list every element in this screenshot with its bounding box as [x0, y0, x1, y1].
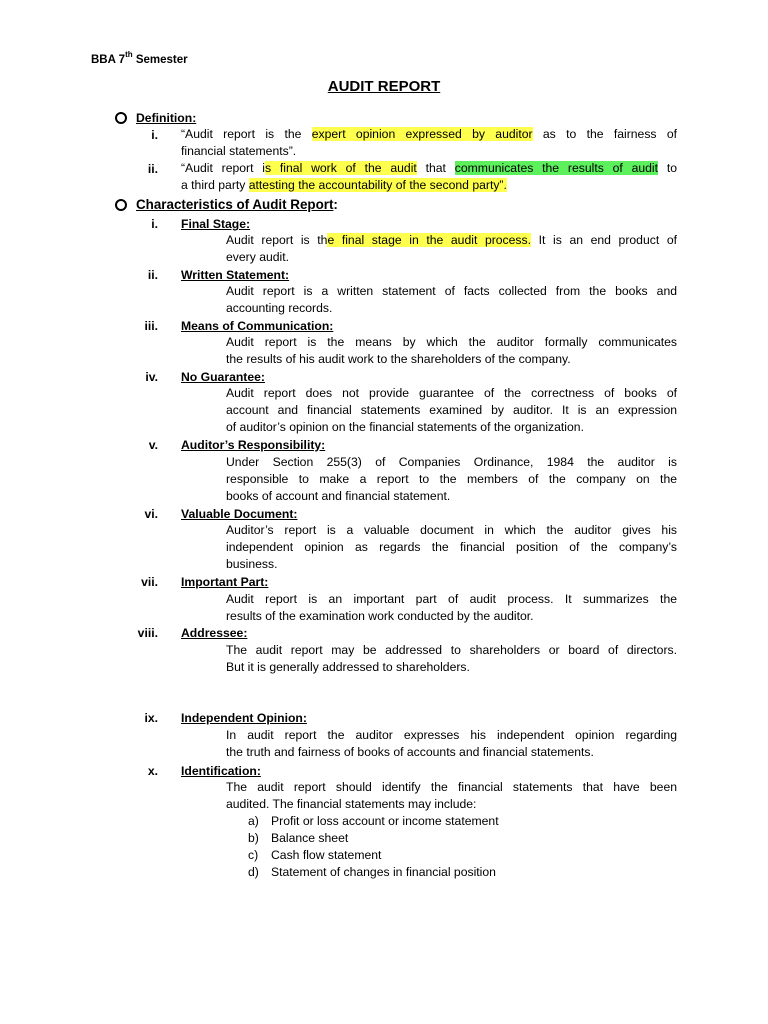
item-heading: Important Part: [181, 575, 269, 589]
item-heading: Identification: [181, 764, 261, 778]
item-body: Audit report is an important part of audit process. It summarizes the results of the examination work conducted by the auditor. [226, 592, 677, 623]
item-num: vi. [144, 507, 158, 521]
page-title: AUDIT REPORT [327, 78, 441, 95]
item-num: iv. [145, 370, 158, 384]
document-page: BBA 7th Semester AUDIT REPORT Definition: i. “Audit report is the expert opinion expressed by auditor as to the fairness of financial statements”. ii. “Audit report is final work of the audit that communicates the results of audit to a third party attesting the accountability of the second party”. Characteristics of Audit Report: i. Final Stage: Audit report is the final stage in the audit process. It is an end product of every audit. ii. Written Statement: Audit report is a written statement of facts collected from the books and accounting records. iii. Means of Communication: Audit report is the means by which the auditor formally communicates the results of his audit work to the shareholders of the company. iv. No Guarantee: Audit report does not provide guarantee of the correctness of books of account and financial statements examined by auditor. It is an expression of auditor’s opinion on the financial statements of the organization. v. Auditor’s Responsibility: Under Section 255(3) of Companies Ordinance, 1984 the auditor is responsible to make a report to the members of the company on the books of account and financial statement. vi. Valuable Document: Auditor’s report is a valuable document in which the auditor gives his independent opinion as regards the financial position of the company’s business. vii. Important Part: Audit report is an important part of audit process. It summarizes the results of the examination work conducted by the auditor. viii. Addressee: The audit report may be addressed to shareholders or board of directors. But it is generally addressed to shareholders. ix. Independent Opinion: In audit report the auditor expresses his independent opinion regarding the truth and fairness of books of accounts and financial statements. x. Identification: The audit report should identify the financial statements that have been audited. The financial statements may include: a) Profit or loss account or income statement b) Balance sheet c) Cash flow statement d) Statement of changes in financial position [0, 0, 768, 1024]
item-body: In audit report the auditor expresses his independent opinion regarding the truth and fairness of books of accounts and financial statements. [226, 728, 677, 759]
bullet-circle-icon [115, 112, 127, 124]
item-body: The audit report should identify the financial statements that have been audited. The financial statements may include: [226, 780, 677, 811]
definition-num: ii. [147, 162, 158, 176]
item-body: The audit report may be addressed to shareholders or board of directors. But it is generally addressed to shareholders. [226, 643, 677, 674]
item-heading: Addressee: [181, 626, 248, 640]
item-num: v. [148, 438, 158, 452]
definition-item: “Audit report is the expert opinion expressed by auditor as to the fairness of financial statements”. [181, 127, 677, 158]
bullet-circle-icon [115, 199, 127, 211]
definition-num: i. [151, 128, 158, 142]
item-body: Auditor’s report is a valuable document in which the auditor gives his independent opinion as regards the financial position of the company’s business. [226, 523, 677, 571]
item-num: i. [151, 217, 158, 231]
semester-label: BBA 7th Semester [91, 50, 188, 66]
item-heading: Independent Opinion: [181, 711, 307, 725]
characteristics-heading: Characteristics of Audit Report: [136, 197, 338, 212]
item-body: Audit report is a written statement of facts collected from the books and accounting records. [226, 284, 677, 315]
definition-heading: Definition: [136, 111, 197, 125]
item-num: viii. [137, 626, 158, 640]
item-num: iii. [144, 319, 158, 333]
item-num: ix. [144, 711, 158, 725]
item-num: x. [147, 764, 158, 778]
item-heading: Auditor’s Responsibility: [181, 438, 326, 452]
item-heading: Valuable Document: [181, 507, 298, 521]
item-body: Audit report does not provide guarantee of the correctness of books of account and financial statements examined by auditor. It is an expression of auditor’s opinion on the financial statements of the organization. [226, 386, 677, 434]
item-heading: Final Stage: [181, 217, 251, 231]
item-num: ii. [147, 268, 158, 282]
item-num: vii. [141, 575, 158, 589]
item-heading: Written Statement: [181, 268, 290, 282]
item-heading: Means of Communication: [181, 319, 334, 333]
item-body: Audit report is the final stage in the audit process. It is an end product of every audit. [226, 233, 677, 264]
item-heading: No Guarantee: [181, 370, 265, 384]
item-body: Audit report is the means by which the auditor formally communicates the results of his audit work to the shareholders of the company. [226, 335, 677, 366]
item-body: Under Section 255(3) of Companies Ordinance, 1984 the auditor is responsible to make a report to the members of the company on the books of account and financial statement. [226, 455, 677, 503]
definition-item: “Audit report is final work of the audit that communicates the results of audit to a third party attesting the accountability of the second party”. [181, 161, 677, 192]
